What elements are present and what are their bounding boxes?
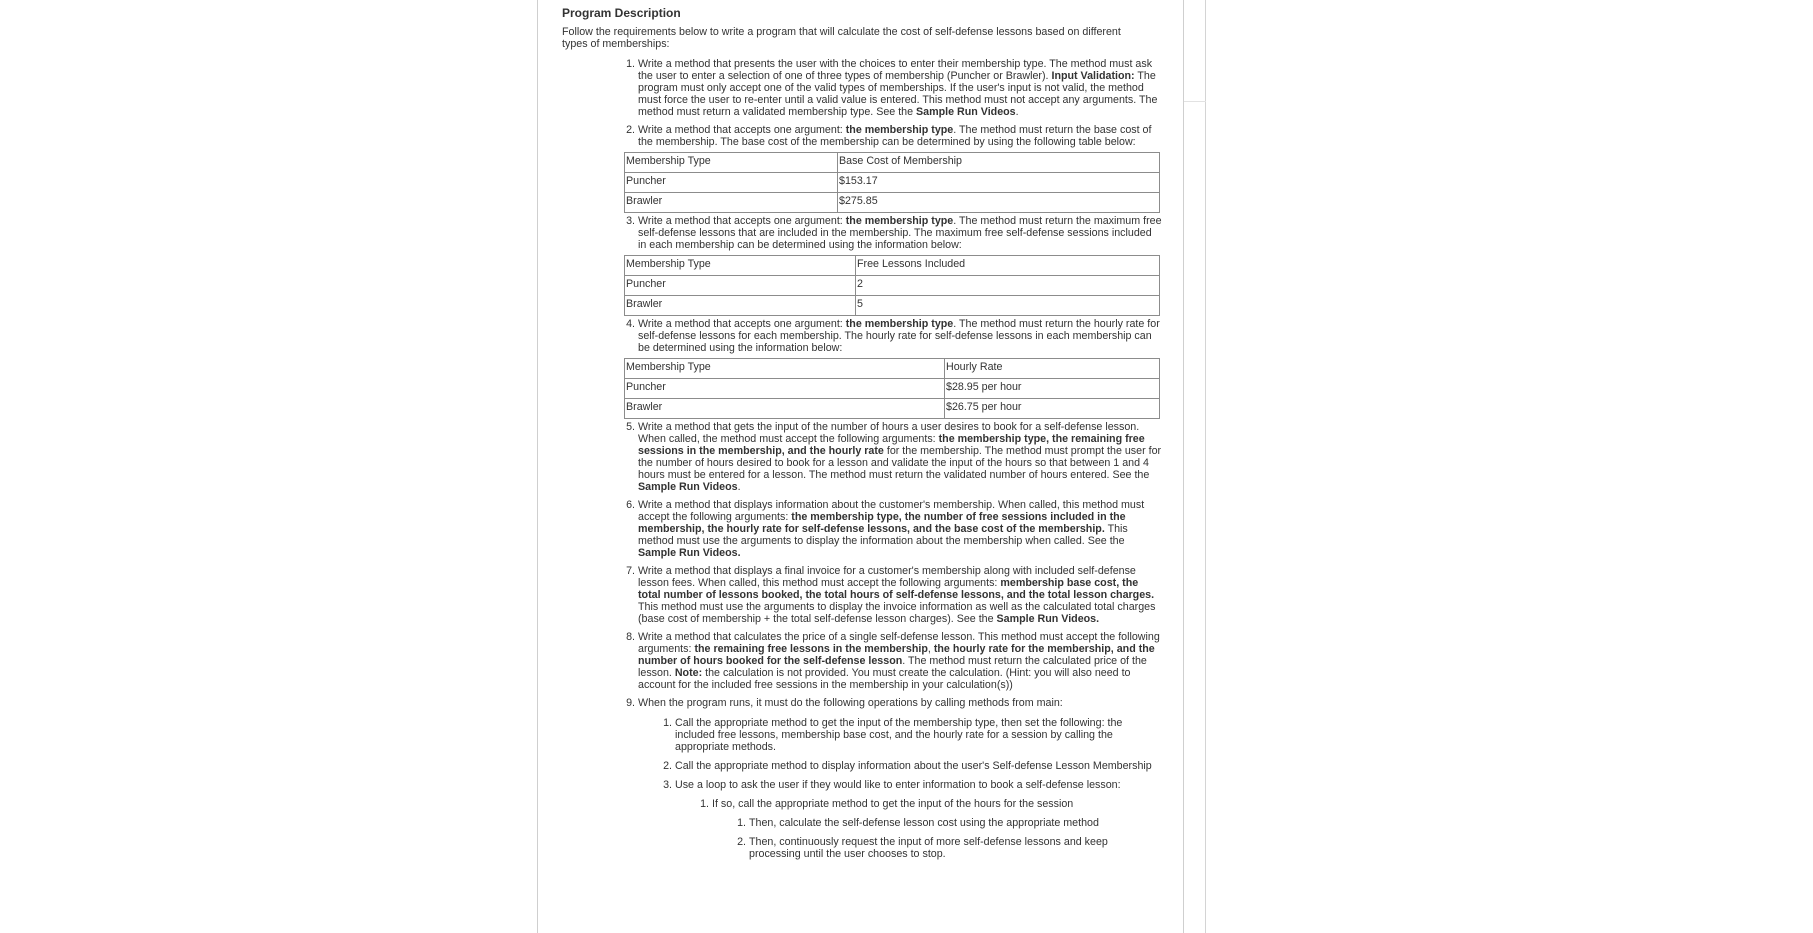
table-header-cell: Membership Type xyxy=(625,256,856,276)
table-cell: 5 xyxy=(856,296,1160,316)
table-cell: Brawler xyxy=(625,399,945,419)
table-row xyxy=(625,276,1160,296)
requirements-list xyxy=(624,58,1162,860)
loop-substep-1: 1. Then, calculate the self-defense lesson cost using the appropriate method xyxy=(749,817,1162,829)
requirement-item-4: 4. Write a method that accepts one argument: the membership type. The method must return the hourly rate for self-defense lessons for each membership. The hourly rate for self-defense lessons in each membership can be determined using the information below: Membership Type Hourly Rate Puncher $28.95 per hour Brawler $26.75 per hour xyxy=(638,318,1162,419)
hourly-rate-table xyxy=(624,358,1160,419)
table-row xyxy=(625,399,1160,419)
operation-item-1: 1. Call the appropriate method to get the input of the membership type, then set the following: the included free lessons, membership base cost, and the hourly rate for a session by calling the appropriate methods. xyxy=(675,717,1162,753)
table-header-cell: Hourly Rate xyxy=(945,359,1160,379)
table-row xyxy=(625,173,1160,193)
requirement-item-1: 1. Write a method that presents the user with the choices to enter their membership type. The method must ask the user to enter a selection of one of three types of membership (Puncher or Brawler). Input Validation: The program must only accept one of the valid types of memberships. If the user's input is not valid, the method must force the user to re-enter until a valid value is entered. This method must not accept any arguments. The method must return a validated membership type. See the Sample Run Videos. xyxy=(638,58,1162,118)
loop-steps-list xyxy=(698,798,1162,860)
loop-step-1: 1. If so, call the appropriate method to get the input of the hours for the session 1. Then, calculate the self-defense lesson cost using the appropriate method 2. Then, continuously request the input of more self-defense lessons and keep processing until the user chooses to stop. xyxy=(712,798,1162,860)
table-header-cell: Membership Type xyxy=(625,153,838,173)
table-cell: $26.75 per hour xyxy=(945,399,1160,419)
intro-paragraph: Follow the requirements below to write a program that will calculate the cost of self-defense lessons based on different types of memberships: xyxy=(562,26,1121,50)
table-header-row xyxy=(625,256,1160,276)
table-cell: $153.17 xyxy=(838,173,1160,193)
table-row xyxy=(625,379,1160,399)
table-cell: Puncher xyxy=(625,173,838,193)
operation-item-3: 3. Use a loop to ask the user if they would like to enter information to book a self-defense lesson: 1. If so, call the appropriate method to get the input of the hours for the session 1. Then, calculate the self-defense lesson cost using the appropriate method 2. Then, continuously request the input of more self-defense lessons and keep processing until the user chooses to stop. xyxy=(675,779,1162,860)
table-header-row xyxy=(625,153,1160,173)
program-description xyxy=(562,4,1162,867)
loop-substeps-list xyxy=(735,817,1162,860)
table-cell: $28.95 per hour xyxy=(945,379,1160,399)
table-cell: 2 xyxy=(856,276,1160,296)
loop-substep-2: 2. Then, continuously request the input of more self-defense lessons and keep processing until the user chooses to stop. xyxy=(749,836,1162,860)
table-row xyxy=(625,193,1160,213)
section-heading: Program Description xyxy=(562,6,681,20)
table-cell: Brawler xyxy=(625,296,856,316)
free-lessons-table xyxy=(624,255,1160,316)
table-cell: $275.85 xyxy=(838,193,1160,213)
base-cost-table xyxy=(624,152,1160,213)
panel-divider xyxy=(1205,0,1206,933)
table-cell: Brawler xyxy=(625,193,838,213)
table-cell: Puncher xyxy=(625,379,945,399)
panel-divider-tick xyxy=(1184,101,1206,102)
table-header-cell: Membership Type xyxy=(625,359,945,379)
table-header-row xyxy=(625,359,1160,379)
table-cell: Puncher xyxy=(625,276,856,296)
requirement-item-3: 3. Write a method that accepts one argument: the membership type. The method must return the maximum free self-defense lessons that are included in the membership. The maximum free self-defense sessions included in each membership can be determined using the information below: Membership Type Free Lessons Included Puncher 2 Brawler 5 xyxy=(638,215,1162,316)
operation-item-2: 2. Call the appropriate method to display information about the user's Self-defense Lesson Membership xyxy=(675,760,1162,772)
table-header-cell: Free Lessons Included xyxy=(856,256,1160,276)
requirement-item-7: 7. Write a method that displays a final invoice for a customer's membership along with included self-defense lesson fees. When called, this method must accept the following arguments: membership base cost, the total number of lessons booked, the total hours of self-defense lessons, and the total lesson charges. This method must use the arguments to display the invoice information as well as the calculated total charges (base cost of membership + the total self-defense lesson charges). See the Sample Run Videos. xyxy=(638,565,1162,625)
requirement-item-6: 6. Write a method that displays information about the customer's membership. When called, this method must accept the following arguments: the membership type, the number of free sessions included in the membership, the hourly rate for self-defense lessons, and the base cost of the membership. This method must use the arguments to display the information about the membership when called. See the Sample Run Videos. xyxy=(638,499,1162,559)
requirement-item-5: 5. Write a method that gets the input of the number of hours a user desires to book for a self-defense lesson. When called, the method must accept the following arguments: the membership type, the remaining free sessions in the membership, and the hourly rate for the membership. The method must prompt the user for the number of hours desired to book for a lesson and validate the input of the hours so that between 1 and 4 hours must be entered for a lesson. The method must return the validated number of hours entered. See the Sample Run Videos. xyxy=(638,421,1162,493)
table-header-cell: Base Cost of Membership xyxy=(838,153,1160,173)
requirement-item-2: 2. Write a method that accepts one argument: the membership type. The method must return the base cost of the membership. The base cost of the membership can be determined by using the following table below: Membership Type Base Cost of Membership Puncher $153.17 Brawler $275.85 xyxy=(638,124,1162,213)
requirement-item-8: 8. Write a method that calculates the price of a single self-defense lesson. This method must accept the following arguments: the remaining free lessons in the membership, the hourly rate for the membership, and the number of hours booked for the self-defense lesson. The method must return the calculated price of the lesson. Note: the calculation is not provided. You must create the calculation. (Hint: you will also need to account for the included free sessions in the membership in your calculation(s)) xyxy=(638,631,1162,691)
requirement-item-9: 9. When the program runs, it must do the following operations by calling methods from main: 1. Call the appropriate method to get the input of the membership type, then set the following: the included free lessons, membership base cost, and the hourly rate for a session by calling the appropriate methods. 2. Call the appropriate method to display information about the user's Self-defense Lesson Membership 3. Use a loop to ask the user if they would like to enter information to book a self-defense lesson: 1. If so, call the appropriate method to get the input of the hours for the session 1. Then, calculate the self-defense lesson cost using the appropriate method 2. Then, continuously request the input of more self-defense lessons and keep processing until the user chooses to stop. xyxy=(638,697,1162,860)
table-row xyxy=(625,296,1160,316)
main-operations-list xyxy=(661,717,1162,860)
